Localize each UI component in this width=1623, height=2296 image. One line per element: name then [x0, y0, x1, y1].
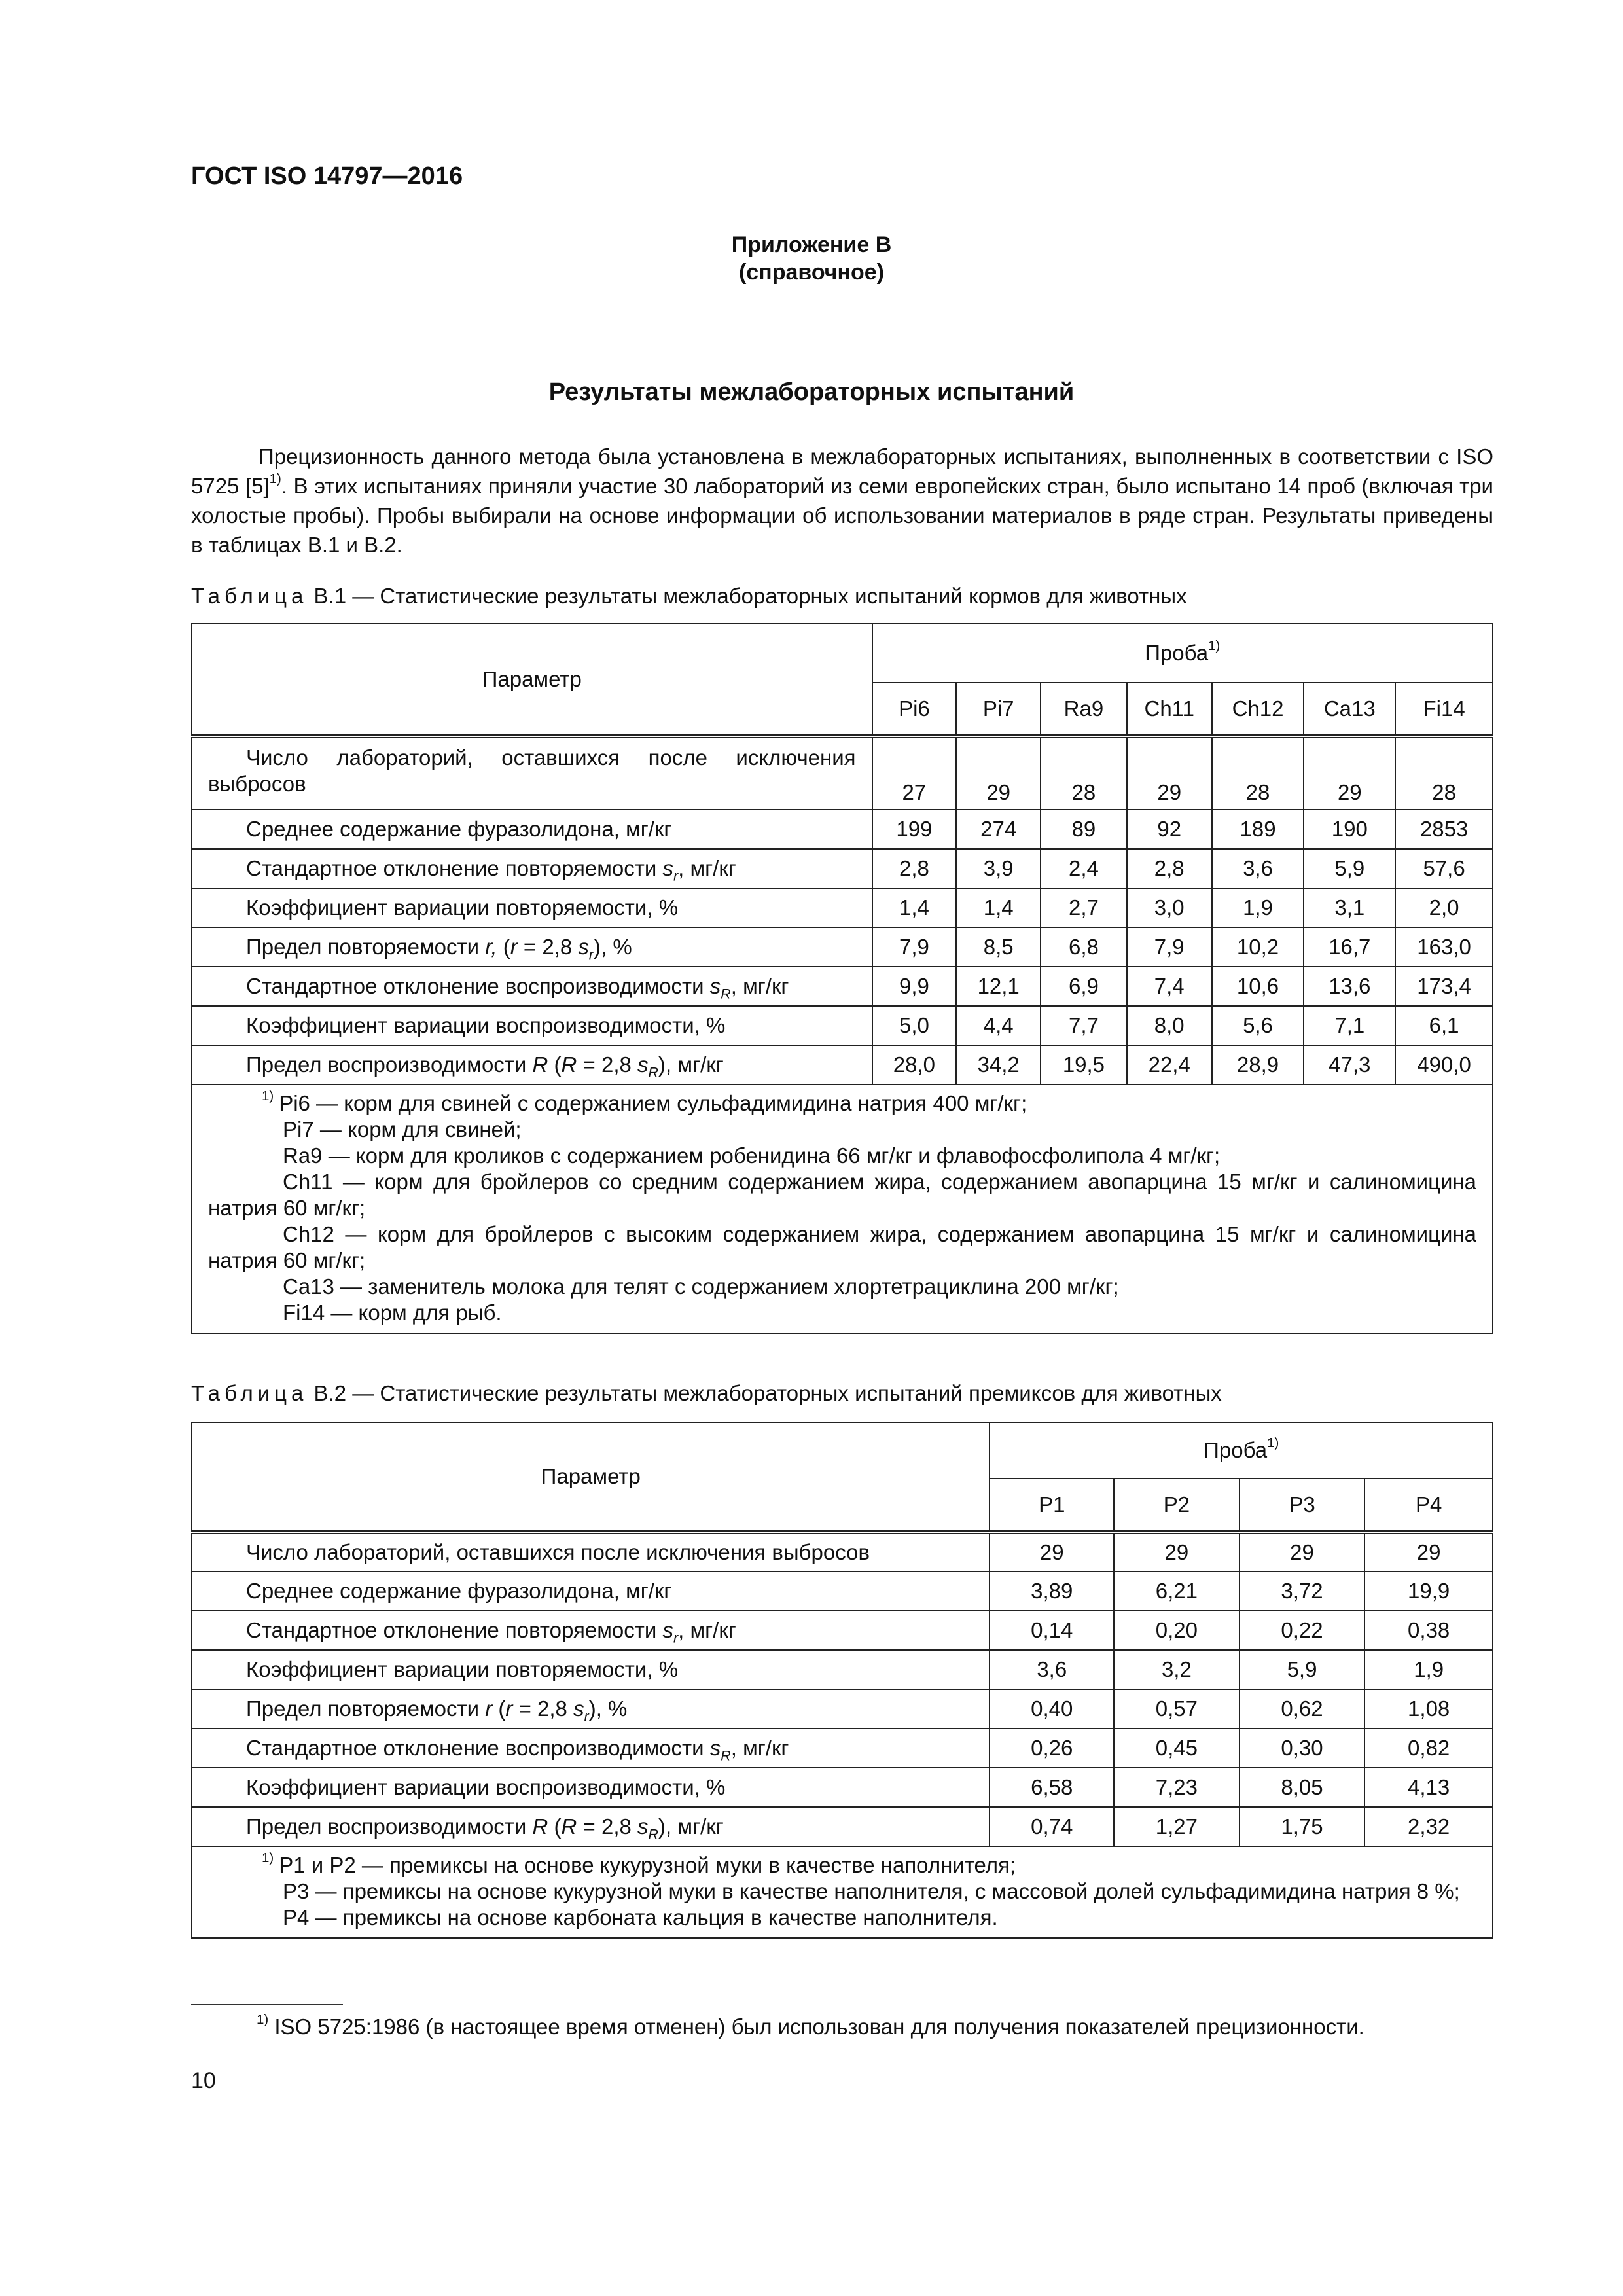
cell-value: 0,26	[990, 1729, 1114, 1768]
cell-value: 0,74	[990, 1807, 1114, 1846]
table-row	[192, 1611, 1493, 1650]
table1-col-header-pi6: Pi6	[872, 683, 957, 736]
cell-value: 0,82	[1364, 1729, 1493, 1768]
table-row	[192, 927, 1493, 967]
row-parameter-label: Стандартное отклонение воспроизводимости $s_R$, мг/кг	[192, 967, 872, 1006]
cell-value: 19,5	[1041, 1045, 1127, 1085]
table-row	[192, 1650, 1493, 1689]
table-row	[192, 967, 1493, 1006]
cell-value: 3,0	[1127, 888, 1212, 927]
cell-value: 2853	[1395, 810, 1493, 849]
cell-value: 22,4	[1127, 1045, 1212, 1085]
cell-value: 6,8	[1041, 927, 1127, 967]
cell-value: 3,1	[1304, 888, 1395, 927]
table2-group-header: Проба$^{1)}$	[990, 1422, 1493, 1479]
table2-notes	[192, 1846, 1493, 1938]
note-item: Pi7 — корм для свиней;	[283, 1117, 522, 1141]
page-footnote: $^{1)}$ ISO 5725:1986 (в настоящее время отменен) был использован для получения показателей прецизионности.	[257, 2011, 1364, 2039]
page-number: 10	[191, 2068, 216, 2093]
intro-paragraph	[191, 442, 1493, 560]
row-parameter-label: Число лабораторий, оставшихся после исключения выбросов	[192, 736, 872, 810]
cell-value: 29	[1127, 736, 1212, 810]
cell-value: 29	[1114, 1532, 1240, 1571]
cell-value: 29	[956, 736, 1041, 810]
table1-col-header-ch11: Ch11	[1127, 683, 1212, 736]
cell-value: 490,0	[1395, 1045, 1493, 1085]
cell-value: 9,9	[872, 967, 957, 1006]
cell-value: 3,6	[1212, 849, 1304, 888]
row-parameter-label: Предел повторяемости r, (r = 2,8 $s_r$), %	[192, 927, 872, 967]
table-row	[192, 888, 1493, 927]
cell-value: 8,5	[956, 927, 1041, 967]
row-parameter-label: Предел воспроизводимости R (R = 2,8 $s_R$), мг/кг	[192, 1807, 990, 1846]
cell-value: 2,32	[1364, 1807, 1493, 1846]
cell-value: 3,72	[1240, 1571, 1365, 1611]
row-parameter-label: Предел воспроизводимости R (R = 2,8 $s_R$), мг/кг	[192, 1045, 872, 1085]
table1-col-header-pi7: Pi7	[956, 683, 1041, 736]
cell-value: 27	[872, 736, 957, 810]
row-parameter-label: Среднее содержание фуразолидона, мг/кг	[192, 1571, 990, 1611]
cell-value: 6,21	[1114, 1571, 1240, 1611]
cell-value: 6,58	[990, 1768, 1114, 1807]
cell-value: 57,6	[1395, 849, 1493, 888]
row-parameter-label: Коэффициент вариации повторяемости, %	[192, 1650, 990, 1689]
cell-value: 89	[1041, 810, 1127, 849]
row-parameter-label: Коэффициент вариации повторяемости, %	[192, 888, 872, 927]
table2-notes-row	[192, 1846, 1493, 1938]
cell-value: 29	[1364, 1532, 1493, 1571]
cell-value: 1,4	[872, 888, 957, 927]
row-parameter-label: Число лабораторий, оставшихся после исключения выбросов	[192, 1532, 990, 1571]
cell-value: 29	[1240, 1532, 1365, 1571]
cell-value: 5,6	[1212, 1006, 1304, 1045]
table-row	[192, 736, 1493, 810]
cell-value: 1,27	[1114, 1807, 1240, 1846]
table2	[191, 1422, 1493, 1939]
cell-value: 2,7	[1041, 888, 1127, 927]
note-item: Fi14 — корм для рыб.	[283, 1300, 502, 1325]
footnote-divider	[191, 2004, 343, 2005]
row-parameter-label: Стандартное отклонение повторяемости $s_r$, мг/кг	[192, 849, 872, 888]
cell-value: 173,4	[1395, 967, 1493, 1006]
cell-value: 0,62	[1240, 1689, 1365, 1729]
cell-value: 29	[990, 1532, 1114, 1571]
cell-value: 8,05	[1240, 1768, 1365, 1807]
cell-value: 0,38	[1364, 1611, 1493, 1650]
table2-col-header-p1: P1	[990, 1479, 1114, 1532]
table-row	[192, 1807, 1493, 1846]
intro-text-part2: . В этих испытаниях приняли участие 30 лабораторий из семи европейских стран, было испытано 14 проб (включая три холостые пробы). Пробы выбирали на основе информации об использовании материалов в ряде стран. Результаты приведены в таблицах В.1 и В.2.	[191, 474, 1493, 557]
note-item: Ra9 — корм для кроликов с содержанием робенидина 66 мг/кг и флавофосфолипола 4 мг/кг;	[283, 1143, 1221, 1168]
cell-value: 1,08	[1364, 1689, 1493, 1729]
appendix-subtitle: (справочное)	[738, 260, 885, 285]
cell-value: 12,1	[956, 967, 1041, 1006]
cell-value: 34,2	[956, 1045, 1041, 1085]
cell-value: 7,7	[1041, 1006, 1127, 1045]
cell-value: 7,9	[872, 927, 957, 967]
footnote-ref: 1)	[269, 471, 281, 486]
cell-value: 10,2	[1212, 927, 1304, 967]
table1-col-header-fi14: Fi14	[1395, 683, 1493, 736]
table-row	[192, 1006, 1493, 1045]
cell-value: 19,9	[1364, 1571, 1493, 1611]
cell-value: 1,4	[956, 888, 1041, 927]
cell-value: 7,1	[1304, 1006, 1395, 1045]
note-item: $^{1)}$ Pi6 — корм для свиней с содержанием сульфадимидина натрия 400 мг/кг;	[262, 1088, 1027, 1115]
cell-value: 28	[1041, 736, 1127, 810]
cell-value: 4,13	[1364, 1768, 1493, 1807]
cell-value: 92	[1127, 810, 1212, 849]
table1-col-header-ch12: Ch12	[1212, 683, 1304, 736]
row-parameter-label: Среднее содержание фуразолидона, мг/кг	[192, 810, 872, 849]
cell-value: 0,57	[1114, 1689, 1240, 1729]
cell-value: 2,8	[1127, 849, 1212, 888]
table-row	[192, 1729, 1493, 1768]
cell-value: 28	[1395, 736, 1493, 810]
cell-value: 28	[1212, 736, 1304, 810]
table1-param-header: Параметр	[192, 624, 872, 736]
intro-text-part1: Прецизионность данного метода была установлена в межлабораторных испытаниях, выполненных в соответствии с ISO 5725 [5]	[191, 444, 1493, 498]
cell-value: 7,4	[1127, 967, 1212, 1006]
cell-value: 6,9	[1041, 967, 1127, 1006]
cell-value: 13,6	[1304, 967, 1395, 1006]
cell-value: 3,89	[990, 1571, 1114, 1611]
table2-col-header-p2: P2	[1114, 1479, 1240, 1532]
section-title: Результаты межлабораторных испытаний	[548, 378, 1075, 406]
note-item: Ch11 — корм для бройлеров со средним содержанием жира, содержанием авопарцина 15 мг/кг и салиномицина натрия 60 мг/кг;	[208, 1170, 1476, 1220]
cell-value: 5,0	[872, 1006, 957, 1045]
table1-notes-row	[192, 1085, 1493, 1333]
table2-caption	[191, 1381, 1222, 1406]
cell-value: 2,0	[1395, 888, 1493, 927]
cell-value: 199	[872, 810, 957, 849]
cell-value: 0,22	[1240, 1611, 1365, 1650]
cell-value: 28,9	[1212, 1045, 1304, 1085]
row-parameter-label: Предел повторяемости r (r = 2,8 $s_r$), %	[192, 1689, 990, 1729]
cell-value: 1,9	[1364, 1650, 1493, 1689]
table2-col-header-p3: P3	[1240, 1479, 1365, 1532]
table2-col-header-p4: P4	[1364, 1479, 1493, 1532]
table1-group-header: Проба$^{1)}$	[872, 624, 1493, 683]
note-item: Ch12 — корм для бройлеров с высоким содержанием жира, содержанием авопарцина 15 мг/кг и салиномицина натрия 60 мг/кг;	[208, 1222, 1476, 1272]
cell-value: 189	[1212, 810, 1304, 849]
document-header: ГОСТ ISO 14797—2016	[191, 162, 463, 190]
cell-value: 16,7	[1304, 927, 1395, 967]
cell-value: 47,3	[1304, 1045, 1395, 1085]
cell-value: 163,0	[1395, 927, 1493, 967]
cell-value: 1,9	[1212, 888, 1304, 927]
table-row	[192, 1768, 1493, 1807]
cell-value: 3,6	[990, 1650, 1114, 1689]
note-item: $^{1)}$ P1 и P2 — премиксы на основе кукурузной муки в качестве наполнителя;	[262, 1850, 1016, 1877]
table-row	[192, 1045, 1493, 1085]
table1-col-header-ca13: Ca13	[1304, 683, 1395, 736]
note-item: Ca13 — заменитель молока для телят с содержанием хлортетрациклина 200 мг/кг;	[283, 1274, 1119, 1299]
cell-value: 3,2	[1114, 1650, 1240, 1689]
table1-caption-text: В.1 — Статистические результаты межлабораторных испытаний кормов для животных	[308, 584, 1187, 608]
table1	[191, 623, 1493, 1334]
cell-value: 5,9	[1304, 849, 1395, 888]
cell-value: 7,23	[1114, 1768, 1240, 1807]
cell-value: 190	[1304, 810, 1395, 849]
cell-value: 2,4	[1041, 849, 1127, 888]
row-parameter-label: Стандартное отклонение повторяемости $s_r$, мг/кг	[192, 1611, 990, 1650]
table-row	[192, 810, 1493, 849]
cell-value: 5,9	[1240, 1650, 1365, 1689]
cell-value: 7,9	[1127, 927, 1212, 967]
table1-caption-label: Таблица	[191, 584, 308, 608]
cell-value: 0,45	[1114, 1729, 1240, 1768]
row-parameter-label: Коэффициент вариации воспроизводимости, %	[192, 1006, 872, 1045]
table-row	[192, 1689, 1493, 1729]
cell-value: 29	[1304, 736, 1395, 810]
table-row	[192, 1571, 1493, 1611]
cell-value: 4,4	[956, 1006, 1041, 1045]
note-item: P4 — премиксы на основе карбоната кальция в качестве наполнителя.	[283, 1905, 998, 1929]
table-row	[192, 1532, 1493, 1571]
row-parameter-label: Стандартное отклонение воспроизводимости $s_R$, мг/кг	[192, 1729, 990, 1768]
note-item: P3 — премиксы на основе кукурузной муки в качестве наполнителя, с массовой долей сульфадимидина натрия 8 %;	[283, 1879, 1460, 1903]
cell-value: 3,9	[956, 849, 1041, 888]
cell-value: 8,0	[1127, 1006, 1212, 1045]
table-row	[192, 849, 1493, 888]
table1-col-header-ra9: Ra9	[1041, 683, 1127, 736]
cell-value: 0,14	[990, 1611, 1114, 1650]
cell-value: 6,1	[1395, 1006, 1493, 1045]
appendix-title: Приложение В	[731, 232, 892, 257]
cell-value: 0,30	[1240, 1729, 1365, 1768]
cell-value: 28,0	[872, 1045, 957, 1085]
row-parameter-label: Коэффициент вариации воспроизводимости, %	[192, 1768, 990, 1807]
cell-value: 2,8	[872, 849, 957, 888]
table1-caption	[191, 584, 1187, 609]
cell-value: 274	[956, 810, 1041, 849]
cell-value: 0,20	[1114, 1611, 1240, 1650]
table2-caption-text: В.2 — Статистические результаты межлабораторных испытаний премиксов для животных	[308, 1381, 1222, 1405]
table2-caption-label: Таблица	[191, 1381, 308, 1405]
cell-value: 10,6	[1212, 967, 1304, 1006]
cell-value: 0,40	[990, 1689, 1114, 1729]
cell-value: 1,75	[1240, 1807, 1365, 1846]
table2-param-header: Параметр	[192, 1422, 990, 1532]
table1-notes	[192, 1085, 1493, 1333]
